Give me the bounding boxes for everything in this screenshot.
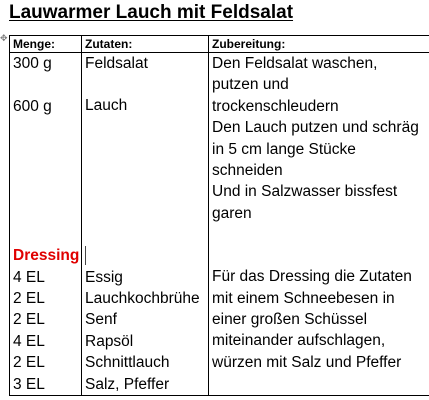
ingredient: Essig [85,268,123,286]
table-move-handle-icon[interactable]: ✥ [0,33,8,43]
ingredient: Schnittlauch [85,354,170,372]
table-header-row [10,36,429,53]
ingredient: Lauchkochbrühe [85,290,200,308]
ingredient: Feldsalat [85,55,148,72]
preparation-line: würzen mit Salz und Pfeffer [212,353,402,371]
table-row-dressing[interactable] [10,245,429,395]
preparation-line: mit einem Schneebesen in [212,289,395,307]
quantity: 2 EL [13,354,45,372]
text-cursor [85,246,86,265]
preparation-line: schneiden [212,162,283,180]
quantity-cell[interactable] [10,53,82,246]
ingredient: Salz, Pfeffer [85,375,170,393]
quantity-cell[interactable] [10,245,82,395]
table-row-ingredients[interactable] [10,53,429,246]
preparation-line: Und in Salzwasser bissfest [212,183,398,201]
ingredient: Rapsöl [85,332,134,350]
quantity: 3 EL [13,375,45,393]
ingredient: Lauch [85,97,128,115]
header-zutaten: Zutaten: [82,36,209,53]
preparation-cell[interactable] [209,53,429,246]
preparation-line: miteinander aufschlagen, [212,332,386,350]
ingredient-cell[interactable] [82,245,209,395]
preparation-line: Für das Dressing die Zutaten [212,268,412,286]
preparation-cell[interactable] [209,245,429,395]
quantity: 2 EL [13,311,45,329]
preparation-line: garen [212,204,252,222]
recipe-title: Lauwarmer Lauch mit Feldsalat [9,2,294,23]
preparation-line: trockenschleudern [212,97,339,115]
dressing-heading: Dressing [13,247,80,265]
preparation-line: putzen und [212,76,289,94]
quantity: 4 EL [13,268,45,286]
header-menge: Menge: [10,36,82,53]
preparation-line: in 5 cm lange Stücke [212,140,356,158]
quantity: 2 EL [13,290,45,308]
ingredient: Senf [85,311,117,329]
quantity: 600 g [13,97,52,115]
preparation-line: einer großen Schüssel [212,311,368,329]
quantity: 4 EL [13,332,45,350]
preparation-line: Den Feldsalat waschen, [212,55,378,72]
recipe-table [9,35,429,396]
quantity: 300 g [13,55,52,72]
quantity [13,74,78,95]
header-zubereitung: Zubereitung: [209,36,429,53]
ingredient-cell[interactable] [82,53,209,246]
preparation-line: Den Lauch putzen und schräg [212,119,419,137]
